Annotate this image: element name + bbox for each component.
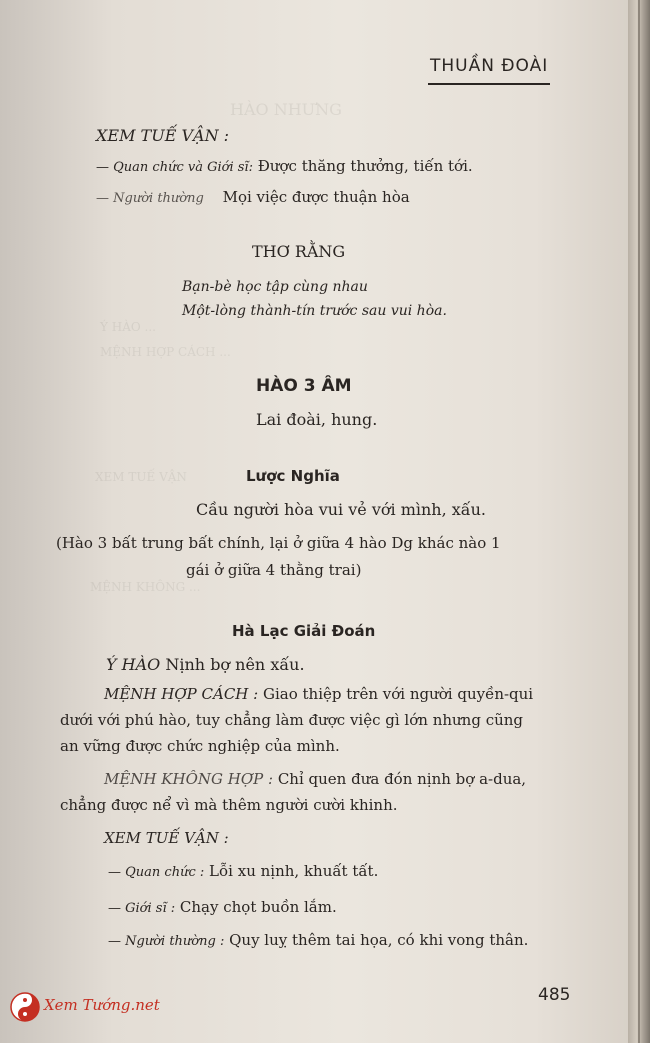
section1-line1 (96, 157, 473, 175)
halac-title: Hà Lạc Giải Đoán (232, 622, 376, 640)
menh-hop-text1: Giao thiệp trên với người quyền-qui (263, 685, 534, 703)
nguoi-thuong-line (108, 931, 528, 949)
quan-chuc-label: — Quan chức : (108, 865, 205, 880)
section1-heading: XEM TUẾ VẬN : (96, 126, 230, 145)
yhao-label: Ý HÀO (106, 655, 161, 674)
watermark-logo-text: Xem Tướng.net (44, 996, 160, 1014)
menh-hop-line3: an vững được chức nghiệp của mình. (60, 737, 340, 755)
yhao-line (106, 655, 305, 674)
hao-title: HÀO 3 ÂM (256, 376, 352, 396)
luoc-line2: (Hào 3 bất trung bất chính, lại ở giữa 4 hào Dg khác nào 1 (56, 534, 501, 552)
page-edge-line (638, 0, 640, 1043)
line2-text: Mọi việc được thuận hòa (222, 188, 410, 206)
running-header: THUẦN ĐOÀI (430, 56, 549, 76)
gioi-si-line (108, 898, 337, 916)
menh-khong-text1: Chỉ quen đưa đón nịnh bợ a-dua, (277, 770, 527, 788)
line1-label: — Quan chức và Giới sĩ: (96, 160, 253, 175)
line2-label: — Người thường (96, 191, 204, 206)
nguoi-thuong-text: Quy luỵ thêm tai họa, có khi vong thân. (229, 931, 529, 949)
book-page: HÀO NHƯNG Ý HÀO ... MỆNH HỢP CÁCH ... XEM TUẾ VẬN MỆNH KHÔNG ... (0, 0, 628, 1043)
yhao-text: Nịnh bợ nên xấu. (165, 655, 305, 674)
header-rule (428, 83, 550, 85)
luoc-line1: Cầu người hòa vui vẻ với mình, xấu. (196, 500, 486, 519)
poem-title: THƠ RẰNG (252, 242, 346, 261)
line1-text: Được thăng thưởng, tiến tới. (257, 157, 473, 175)
gioi-si-label: — Giới sĩ : (108, 901, 176, 916)
menh-khong-line1 (104, 770, 526, 788)
menh-khong-line2: chẳng được nể vì mà thêm người cười khinh. (60, 796, 398, 814)
quan-chuc-line (108, 862, 378, 880)
hao-subtitle: Lai đoài, hung. (256, 410, 378, 429)
section1-line2 (96, 188, 410, 206)
page-number: 485 (538, 985, 571, 1005)
menh-hop-line1 (104, 685, 533, 703)
luoc-title: Lược Nghĩa (246, 467, 340, 485)
nguoi-thuong-label: — Người thường : (108, 934, 225, 949)
gioi-si-text: Chạy chọt buồn lắm. (179, 898, 337, 916)
menh-khong-label: MỆNH KHÔNG HỢP : (104, 770, 274, 788)
menh-hop-label: MỆNH HỢP CÁCH : (104, 685, 259, 703)
yin-yang-logo-icon (10, 992, 40, 1022)
poem-line2: Một-lòng thành-tín trước sau vui hòa. (182, 303, 447, 319)
luoc-line3: gái ở giữa 4 thằng trai) (186, 561, 362, 579)
poem-line1: Bạn-bè học tập cùng nhau (182, 279, 368, 295)
quan-chuc-text: Lỗi xu nịnh, khuất tất. (209, 862, 379, 880)
menh-hop-line2: dưới với phú hào, tuy chẳng làm được việc gì lớn nhưng cũng (60, 711, 524, 729)
xem-heading: XEM TUẾ VẬN : (104, 829, 229, 847)
